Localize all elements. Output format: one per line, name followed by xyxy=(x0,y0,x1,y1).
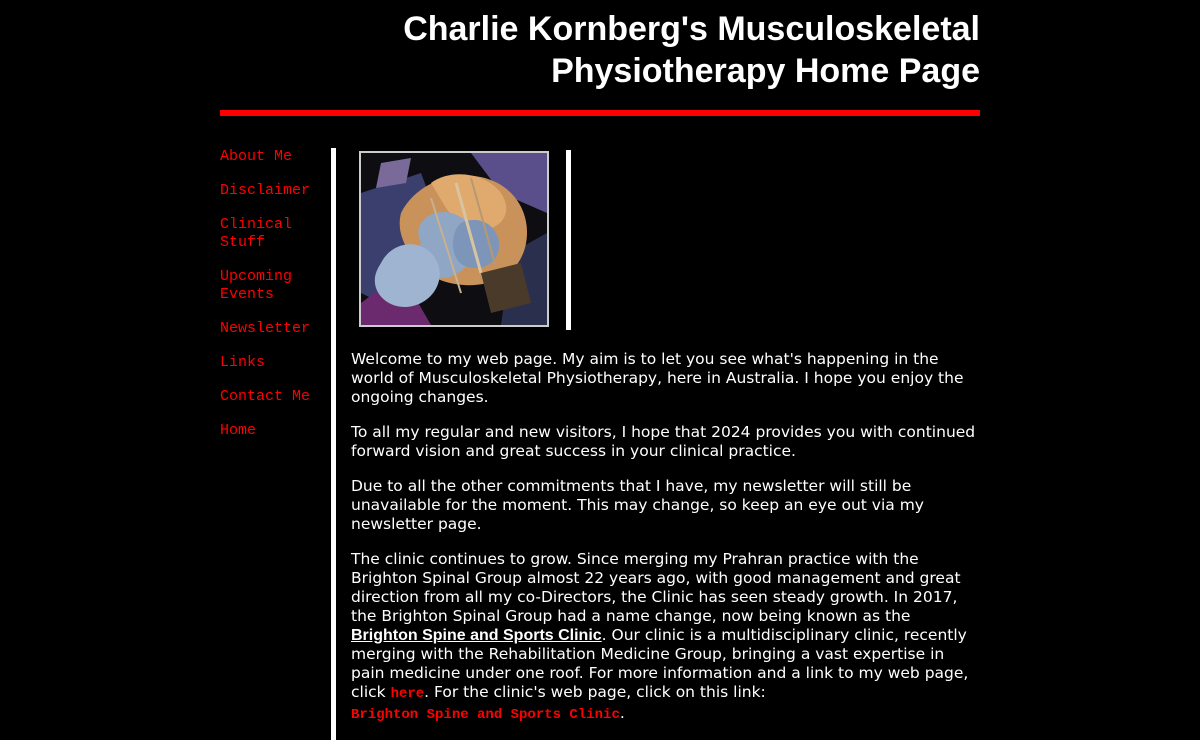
nav-item-home xyxy=(220,422,330,440)
nav-item-upcoming-events xyxy=(220,268,330,304)
nav-link-clinical-stuff[interactable] xyxy=(220,216,330,252)
clinic-website-link[interactable]: Brighton Spine and Sports Clinic xyxy=(351,707,620,723)
nav-item-contact-me xyxy=(220,388,330,406)
nav-link-label: Disclaimer xyxy=(220,182,311,199)
nav-link-label: Upcoming xyxy=(220,268,293,285)
page-title xyxy=(220,8,980,92)
welcome-paragraph: Welcome to my web page. My aim is to let you see what's happening in the world of Musculoskeletal Physiotherapy, here in Australia. I hope you enjoy the ongoing changes. xyxy=(351,350,964,406)
nav-link-label: Links xyxy=(220,354,266,371)
main-content xyxy=(351,350,976,740)
nav-item-clinical-stuff xyxy=(220,216,330,252)
nav-link-upcoming-events[interactable] xyxy=(220,268,330,304)
nav-link-links[interactable] xyxy=(220,354,330,372)
brighton-clinic-link[interactable]: Brighton Spine and Sports Clinic xyxy=(351,627,602,644)
here-link[interactable]: here xyxy=(390,686,425,702)
title-divider xyxy=(220,110,980,116)
newsletter-paragraph: Due to all the other commitments that I have, my newsletter will still be unavailable for the moment. This may change, so keep an eye out via my newsletter page. xyxy=(351,477,924,533)
sidebar-nav xyxy=(220,148,330,456)
clinic-text-3: . For the clinic's web page, click on this link: xyxy=(424,683,766,701)
nav-item-links xyxy=(220,354,330,372)
nav-link-label-line2: Stuff xyxy=(220,234,266,251)
clinic-text-1: The clinic continues to grow. Since merging my Prahran practice with the Brighton Spinal Group almost 22 years ago, with good management and great direction from all my co-Directors, the Clinic has seen steady growth. In 2017, the Brighton Spinal Group had a name change, now being known as the xyxy=(351,550,961,625)
nav-link-home[interactable] xyxy=(220,422,330,440)
nav-link-newsletter[interactable] xyxy=(220,320,330,338)
sidebar-divider xyxy=(331,148,336,740)
page-title-line1: Charlie Kornberg's Musculoskeletal xyxy=(403,10,980,48)
clinic-text-4: . xyxy=(619,704,625,722)
nav-link-contact-me[interactable] xyxy=(220,388,330,406)
new-year-paragraph: To all my regular and new visitors, I hope that 2024 provides you with continued forward vision and great success in your clinical practice. xyxy=(351,423,976,460)
nav-link-label: About Me xyxy=(220,148,293,165)
nav-link-about-me[interactable] xyxy=(220,148,330,166)
nav-link-label: Clinical xyxy=(220,216,293,233)
nav-item-about-me xyxy=(220,148,330,166)
nav-link-label: Contact Me xyxy=(220,388,311,405)
nav-link-label: Newsletter xyxy=(220,320,311,337)
nav-item-disclaimer xyxy=(220,182,330,200)
clinic-paragraph xyxy=(351,550,976,725)
nav-item-newsletter xyxy=(220,320,330,338)
hands-artwork-illustration xyxy=(361,153,547,325)
image-divider xyxy=(566,150,571,330)
clinic-text-2: . Our clinic is a multidisciplinary clinic, recently merging with the Rehabilitation Medicine Group, bringing a vast expertise in pain medicine under one roof. For more information and a link to my web page, click xyxy=(351,626,969,701)
nav-link-label-line2: Events xyxy=(220,286,275,303)
nav-link-disclaimer[interactable] xyxy=(220,182,330,200)
page-title-line2: Physiotherapy Home Page xyxy=(551,52,980,90)
nav-link-label: Home xyxy=(220,422,257,439)
hands-artwork-image xyxy=(359,151,549,327)
